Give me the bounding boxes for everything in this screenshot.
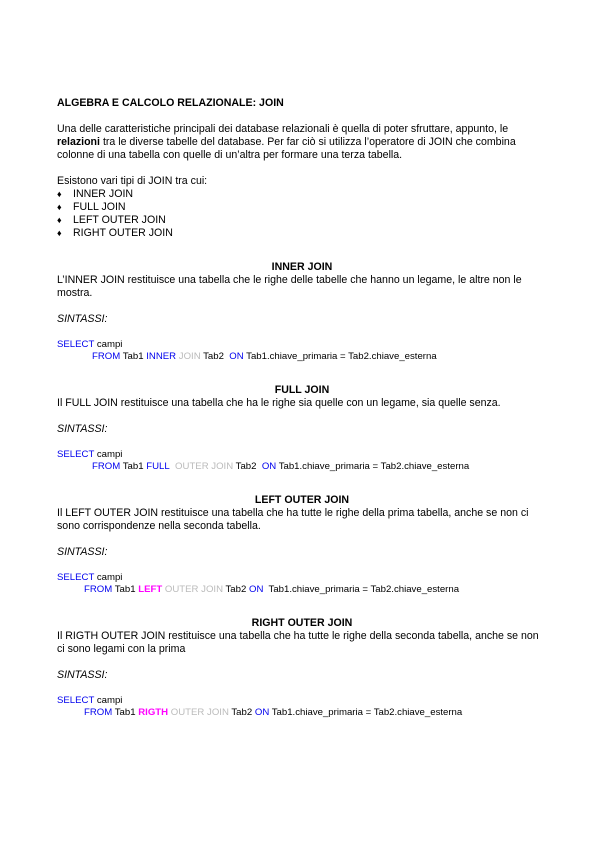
section-heading: LEFT OUTER JOIN [254,494,350,506]
code-block: SELECT campi FROM Tab1 LEFT OUTER JOIN Tab2 ON Tab1.chiave_primaria = Tab2.chiave_esterna [57,572,460,595]
document-page [57,97,547,719]
types-intro: Esistono vari tipi di JOIN tra cui: [57,175,208,187]
section-right-outer-join [57,617,547,719]
diamond-bullet-icon: ♦ [57,215,62,225]
section-inner-join [57,261,547,363]
intro-bold-word: relazioni [57,136,100,148]
section-heading: RIGHT OUTER JOIN [251,617,353,629]
list-item: ♦ RIGHT OUTER JOIN [57,227,173,239]
section-heading: INNER JOIN [271,261,333,273]
code-block: SELECT campi FROM Tab1 FULL OUTER JOIN Tab2 ON Tab1.chiave_primaria = Tab2.chiave_esterna [57,449,470,472]
code-block: SELECT campi FROM Tab1 INNER JOIN Tab2 ON Tab1.chiave_primaria = Tab2.chiave_esterna [57,339,437,362]
document-title: ALGEBRA E CALCOLO RELAZIONALE: JOIN [57,97,284,109]
list-item: ♦ INNER JOIN [57,188,134,200]
syntax-label: SINTASSI: [57,313,108,325]
syntax-label: SINTASSI: [57,423,108,435]
diamond-bullet-icon: ♦ [57,202,62,212]
section-description: L’INNER JOIN restituisce una tabella che le righe delle tabelle che hanno un legame, le altre non le mostra. [57,274,522,299]
join-types-list [57,188,547,240]
section-left-outer-join [57,494,547,596]
section-full-join [57,384,547,473]
syntax-label: SINTASSI: [57,669,108,681]
intro-text-2: tra le diverse tabelle del database. Per far ciò si utilizza l’operatore di JOIN che combina colonne di una tabella con quelle di un’altra per formare una terza tabella. [57,136,516,161]
section-description: Il RIGTH OUTER JOIN restituisce una tabella che ha tutte le righe della seconda tabella, anche se non ci sono legami con la prima [57,630,539,655]
list-item: ♦ FULL JOIN [57,201,126,213]
intro-paragraph [57,123,547,162]
diamond-bullet-icon: ♦ [57,189,62,199]
code-block: SELECT campi FROM Tab1 RIGTH OUTER JOIN Tab2 ON Tab1.chiave_primaria = Tab2.chiave_esterna [57,695,463,718]
list-item: ♦ LEFT OUTER JOIN [57,214,166,226]
diamond-bullet-icon: ♦ [57,228,62,238]
section-description: Il FULL JOIN restituisce una tabella che ha le righe sia quelle con un legame, sia quelle senza. [57,397,501,409]
section-heading: FULL JOIN [274,384,330,396]
intro-text-1: Una delle caratteristiche principali dei database relazionali è quella di poter sfruttare, appunto, le [57,123,509,135]
section-description: Il LEFT OUTER JOIN restituisce una tabella che ha tutte le righe della prima tabella, anche se non ci sono corrispondenze nella seconda tabella. [57,507,529,532]
syntax-label: SINTASSI: [57,546,108,558]
